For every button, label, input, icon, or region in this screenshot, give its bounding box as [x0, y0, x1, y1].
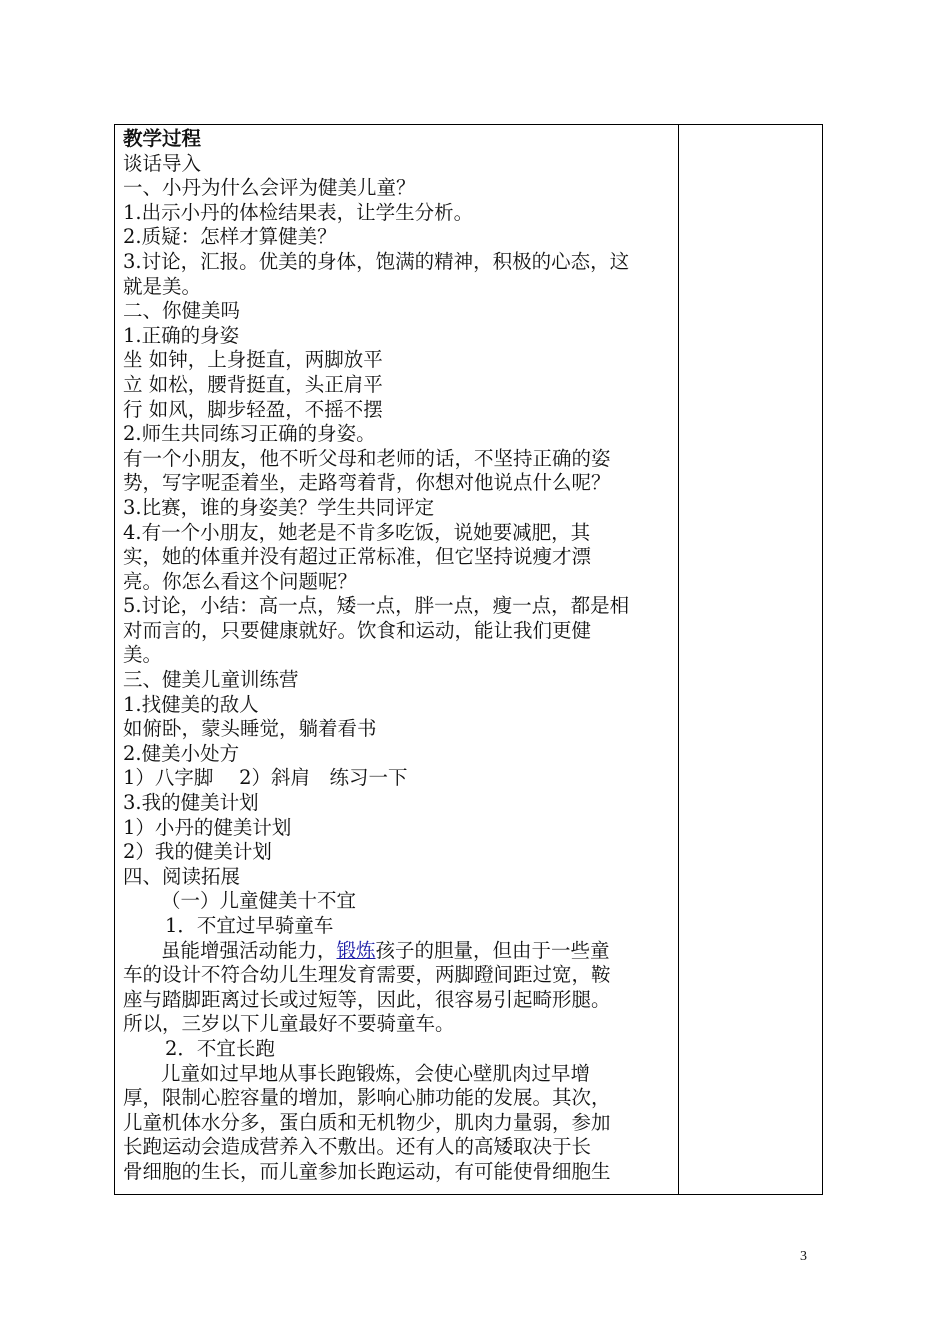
text-line: 美。	[123, 643, 163, 667]
item1-title: 1．不宜过早骑童车	[165, 914, 334, 937]
item2-first-line: 儿童如过早地从事长跑锻炼，会使心壁肌肉过早增	[161, 1061, 591, 1085]
text-line: 对而言的，只要健康就好。饮食和运动，能让我们更健	[123, 618, 592, 642]
item1-pre-text: 虽能增强活动能力，	[161, 938, 337, 962]
item2-title: 2．不宜长跑	[165, 1036, 275, 1060]
reading-heading: （一）儿童健美十不宜	[161, 889, 357, 913]
text-line: 厚，限制心腔容量的增加，影响心肺功能的发展。其次，	[123, 1086, 611, 1110]
page-number: 3	[800, 1249, 807, 1264]
lesson-table	[114, 124, 823, 1195]
text-line: 势，写字呢歪着坐，走路弯着背，你想对他说点什么呢？	[123, 471, 611, 495]
text-line: 2）我的健美计划	[123, 840, 272, 864]
text-line: 3.讨论，汇报。优美的身体，饱满的精神，积极的心态，这	[123, 249, 630, 273]
item2-paragraph	[123, 1086, 671, 1184]
item1-paragraph	[123, 963, 671, 1037]
exercise-link[interactable]: 锻炼	[336, 938, 376, 962]
text-line: 1.正确的身姿	[123, 323, 240, 347]
text-line: 4.有一个小朋友，她老是不肯多吃饭，说她要减肥，其	[123, 520, 591, 544]
text-line: 如俯卧，蒙头睡觉，躺着看书	[123, 717, 377, 741]
text-line: 骨细胞的生长，而儿童参加长跑运动，有可能使骨细胞生	[123, 1159, 611, 1183]
text-line: 2.师生共同练习正确的身姿。	[123, 422, 376, 446]
text-line: 3.比赛，谁的身姿美？学生共同评定	[123, 495, 435, 519]
lesson-lines	[123, 152, 671, 890]
text-line: 3.我的健美计划	[123, 791, 259, 815]
text-line: 亮。你怎么看这个问题呢？	[123, 569, 358, 593]
text-line: 就是美。	[123, 274, 202, 298]
text-line: 儿童机体水分多，蛋白质和无机物少，肌肉力量弱，参加	[123, 1110, 611, 1134]
item1-first-line	[123, 939, 671, 964]
text-line: 长跑运动会造成营养入不敷出。还有人的高矮取决于长	[123, 1135, 592, 1159]
text-line: 5.讨论，小结：高一点，矮一点，胖一点，瘦一点，都是相	[123, 594, 630, 618]
text-line: 一、小丹为什么会评为健美儿童？	[123, 176, 416, 200]
text-line: 行 如风，脚步轻盈，不摇不摆	[123, 397, 383, 421]
text-line: 所以，三岁以下儿童最好不要骑童车。	[123, 1012, 455, 1036]
lesson-content	[123, 127, 671, 1185]
item1-post-text: 孩子的胆量，但由于一些童	[375, 938, 610, 962]
text-line: 三、健美儿童训练营	[123, 668, 299, 692]
text-line: 1）八字脚 2）斜肩 练习一下	[123, 766, 408, 790]
text-line: 二、你健美吗	[123, 299, 241, 323]
text-line: 坐 如钟，上身挺直，两脚放平	[123, 348, 383, 372]
text-line: 四、阅读拓展	[123, 864, 241, 888]
column-divider	[678, 125, 679, 1194]
section-title: 教学过程	[123, 127, 202, 150]
text-line: 2.质疑：怎样才算健美？	[123, 225, 337, 249]
text-line: 谈话导入	[123, 151, 202, 175]
text-line: 座与踏脚距离过长或过短等，因此，很容易引起畸形腿。	[123, 987, 611, 1011]
text-line: 车的设计不符合幼儿生理发育需要，两脚蹬间距过宽，鞍	[123, 963, 611, 987]
text-line: 实，她的体重并没有超过正常标准，但它坚持说瘦才漂	[123, 545, 592, 569]
text-line: 有一个小朋友，他不听父母和老师的话，不坚持正确的姿	[123, 446, 611, 470]
text-line: 1.找健美的敌人	[123, 692, 259, 716]
text-line: 立 如松，腰背挺直，头正肩平	[123, 372, 383, 396]
text-line: 1.出示小丹的体检结果表，让学生分析。	[123, 200, 474, 224]
text-line: 1）小丹的健美计划	[123, 815, 292, 839]
text-line: 2.健美小处方	[123, 741, 240, 765]
